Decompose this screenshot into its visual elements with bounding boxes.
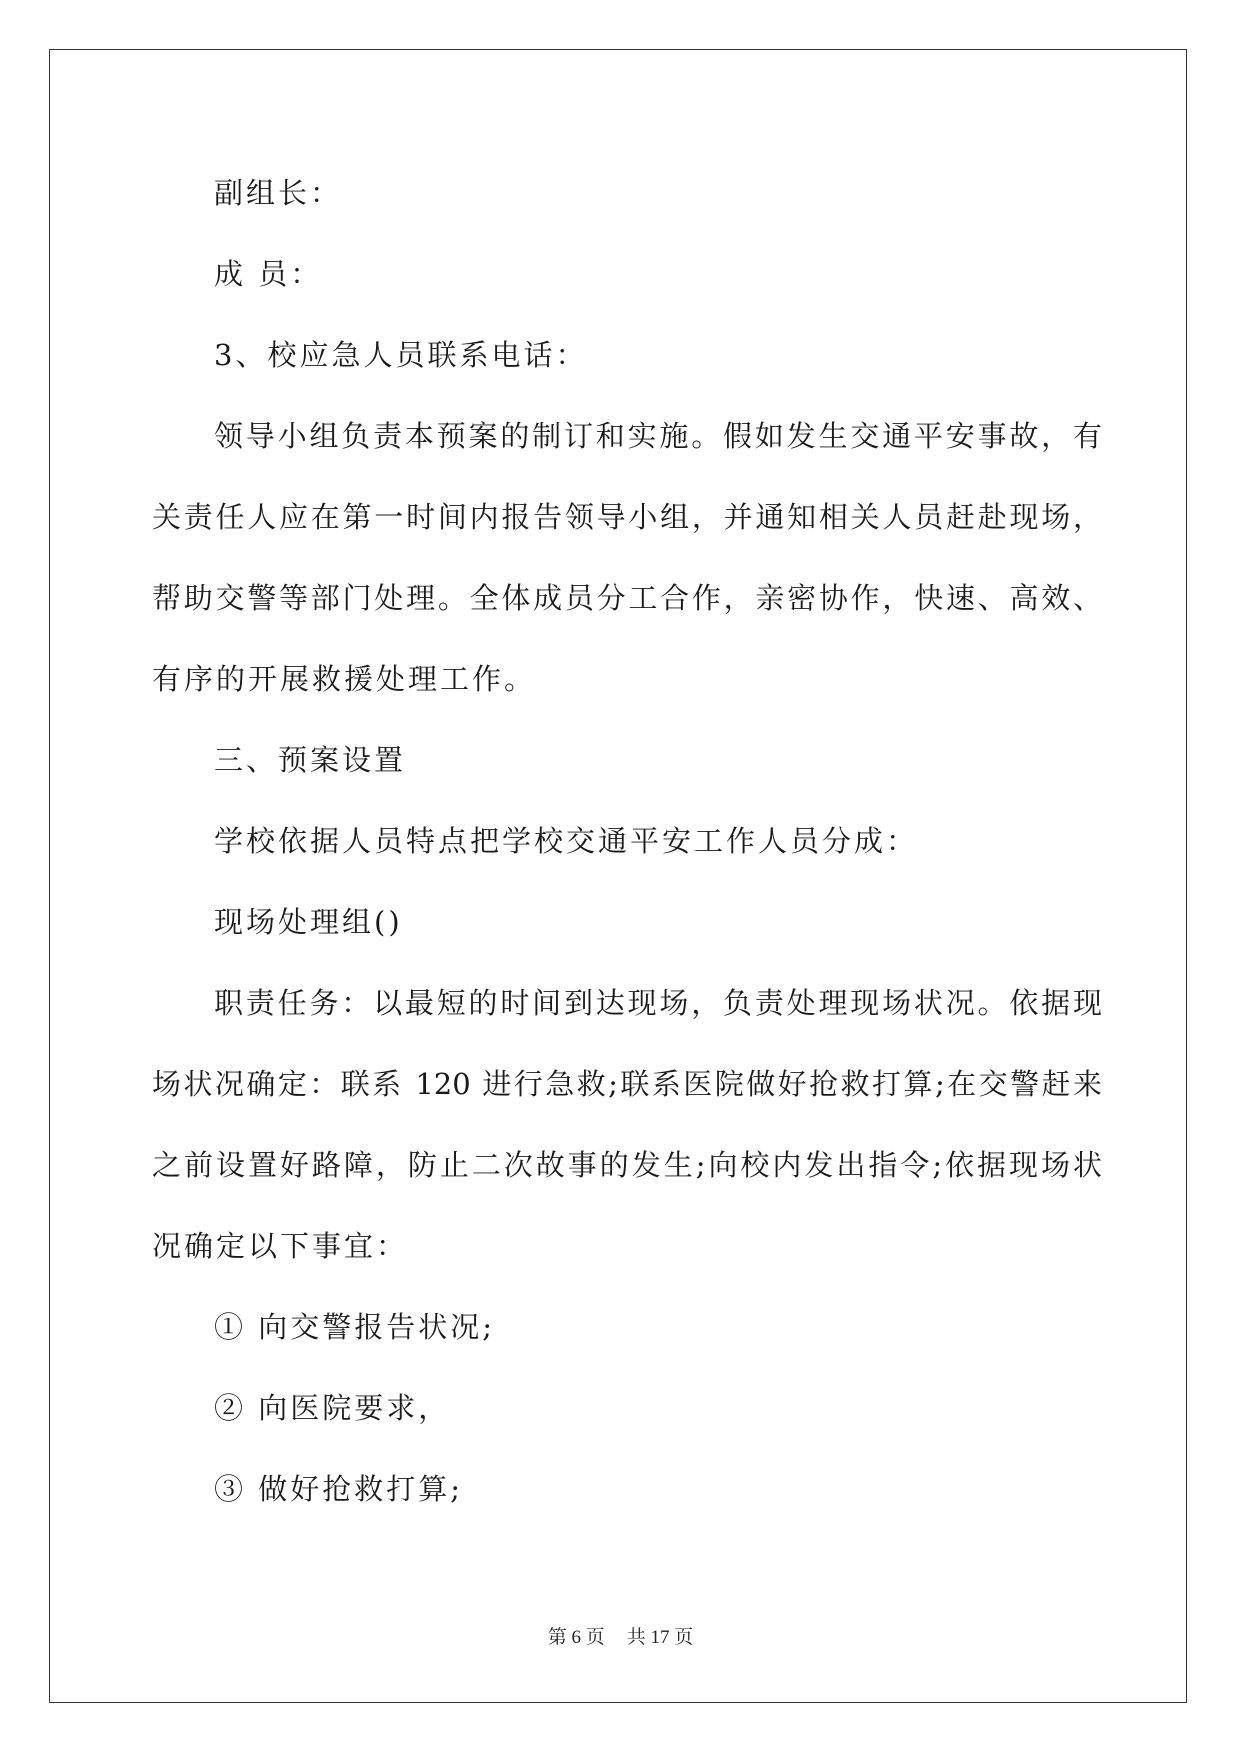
- paragraph-line: 场状况确定：联系 120 进行急救;联系医院做好抢救打算;在交警赶来: [152, 1067, 1102, 1101]
- paragraph-line: 学校依据人员特点把学校交通平安工作人员分成：: [214, 824, 919, 858]
- paragraph-line: 成 员：: [214, 257, 323, 291]
- page-footer: [0, 1626, 1241, 1650]
- page-number: 第 6 页: [547, 1627, 605, 1648]
- paragraph-line: 副组长：: [214, 176, 343, 210]
- list-item: ① 向交警报告状况;: [214, 1310, 495, 1344]
- paragraph-line: 况确定以下事宜：: [152, 1229, 409, 1263]
- paragraph-line: 有序的开展救援处理工作。: [152, 662, 537, 696]
- paragraph-line: 关责任人应在第一时间内报告领导小组，并通知相关人员赶赴现场，: [152, 500, 1102, 534]
- page-total: 共 17 页: [626, 1627, 694, 1648]
- paragraph-line: 职责任务：以最短的时间到达现场，负责处理现场状况。依据现: [214, 986, 1102, 1020]
- subsection-heading: 现场处理组(): [214, 905, 403, 939]
- paragraph-line: 帮助交警等部门处理。全体成员分工合作，亲密协作，快速、高效、: [152, 581, 1102, 615]
- paragraph-line: 3、校应急人员联系电话：: [214, 338, 588, 372]
- list-item: ② 向医院要求，: [214, 1391, 451, 1425]
- page-border: [49, 49, 1187, 1703]
- paragraph-line: 领导小组负责本预案的制订和实施。假如发生交通平安事故，有: [214, 419, 1102, 453]
- list-item: ③ 做好抢救打算;: [214, 1472, 463, 1506]
- paragraph-line: 之前设置好路障，防止二次故事的发生;向校内发出指令;依据现场状: [152, 1148, 1102, 1182]
- section-heading: 三、预案设置: [214, 743, 407, 777]
